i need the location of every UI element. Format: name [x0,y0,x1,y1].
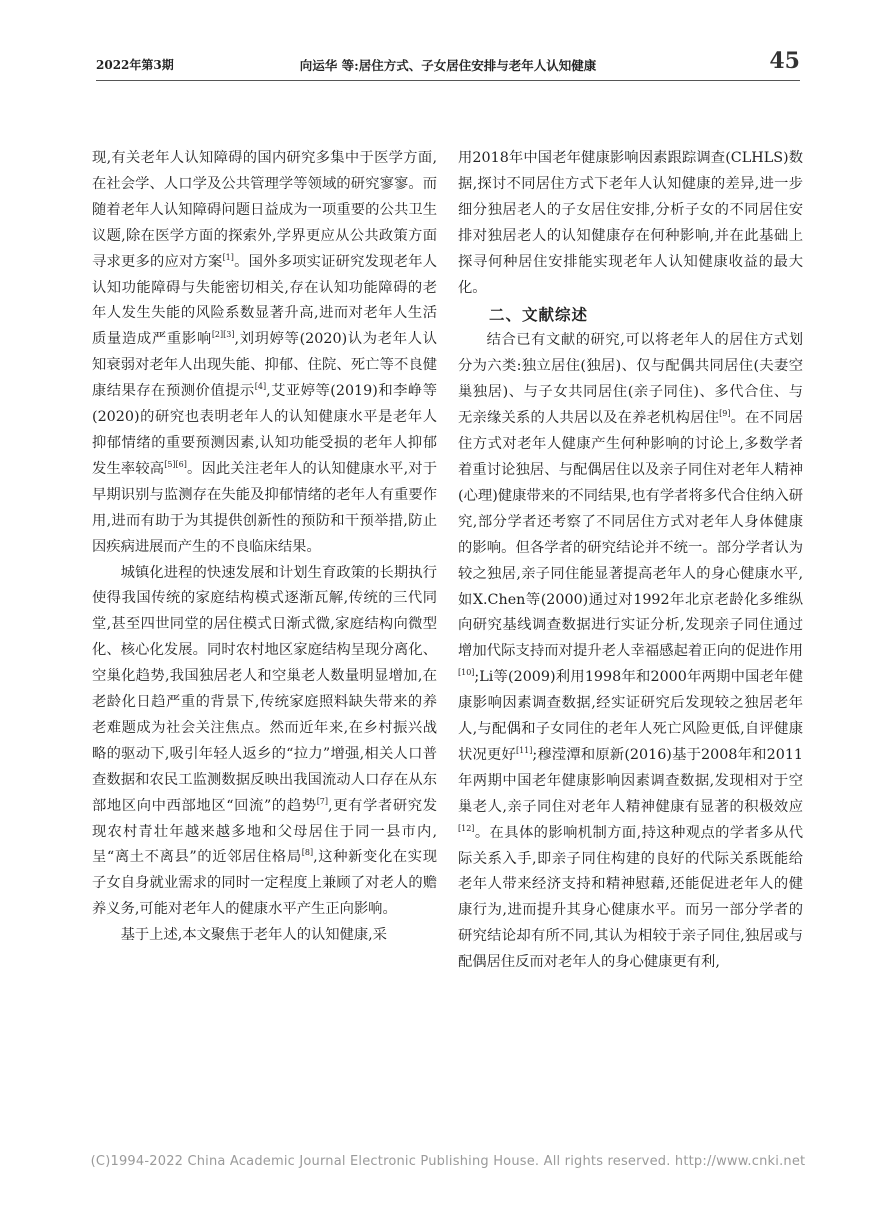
paragraph-text: 。国外多项实证研究发现老年人认知功能障碍与失能密切相关,存在认知功能障碍的老年人发生失能的风险系数显著升高,进而对老年人生活质量造成严重影响 [92,253,437,348]
citation-ref: [10] [458,668,475,678]
paragraph-text: 。在具体的影响机制方面,持这种观点的学者多从代际关系入手,即亲子同住构建的良好的代际关系既能给老年人带来经济支持和精神慰藉,还能促进老年人的健康行为,进而提升其身心健康水平。而另一部分学者的研究结论却有所不同,其认为相较于亲子同住,独居或与配偶居住反而对老年人的身心健康更有利, [458,824,803,971]
citation-ref: [12] [458,823,475,833]
paragraph [92,561,437,924]
paragraph-text: ;Li等(2009)利用1998年和2000年两期中国老年健康影响因素调查数据,经实证研究后发现较之独居老年人,与配偶和子女同住的老年人死亡风险更低,自评健康状况更好 [458,669,803,763]
paragraph-text: ,更有学者研究发现农村青壮年越来越多地和父母居住于同一县市内,呈“离土不离县”的近邻居住格局 [92,797,437,866]
paragraph-text: ,刘玥婷等(2020)认为老年人认知衰弱对老年人出现失能、抑郁、住院、死亡等不良健康结果存在预测价值提示 [92,331,437,400]
paragraph-text: 。在不同居住方式对老年人健康产生何种影响的讨论上,多数学者着重讨论独居、与配偶居住以及亲子同住对老年人精神(心理)健康带来的不同结果,也有学者将多代合住纳入研究,部分学者还考察了不同居住方式对老年人身体健康的影响。但各学者的研究结论并不统一。部分学者认为较之独居,亲子同住能显著提高老年人的身心健康水平,如X.Chen等(2000)通过对1992年北京老龄化多维纵向研究基线调查数据进行实证分析,发现亲子同住通过增加代际支持而对提升老人幸福感起着正向的促进作用 [458,410,804,660]
paragraph-text: ,这种新变化在实现子女自身就业需求的同时一定程度上兼顾了对老人的赡养义务,可能对老年人的健康水平产生正向影响。 [92,849,438,918]
running-title: 向运华 等:居住方式、子女居住安排与老年人认知健康 [299,58,597,73]
right-column-intro [458,146,803,301]
citation-ref: [7] [316,796,329,806]
left-column [92,146,437,949]
paragraph-text: 城镇化进程的快速发展和计划生育政策的长期执行使得我国传统的家庭结构模式逐渐瓦解,传统的三代同堂,甚至四世同堂的居住模式日渐式微,家庭结构向微型化、核心化发展。同时农村地区家庭结构呈现分离化、空巢化趋势,我国独居老人和空巢老人数量明显增加,在老龄化日趋严重的背景下,传统家庭照料缺失带来的养老难题成为社会关注焦点。然而近年来,在乡村振兴战略的驱动下,吸引年轻人返乡的“拉力”增强,相关人口普查数据和农民工监测数据反映出我国流动人口存在从东部地区向中西部地区“回流”的趋势 [92,564,437,814]
paragraph-text: 用2018年中国老年健康影响因素跟踪调查(CLHLS)数据,探讨不同居住方式下老年人认知健康的差异,进一步细分独居老人的子女居住安排,分析子女的不同居住安排对独居老人的认知健康存在何种影响,并在此基础上探寻何种居住安排能实现老年人认知健康收益的最大化。 [458,150,803,296]
paragraph [458,328,803,976]
page-number: 45 [769,48,800,74]
citation-ref: [2][3] [211,330,235,340]
paragraph [458,146,803,301]
paragraph-text: 基于上述,本文聚焦于老年人的认知健康,采 [120,927,388,944]
paragraph-text: 现,有关老年人认知障碍的国内研究多集中于医学方面,在社会学、人口学及公共管理学等领域的研究寥寥。而随着老年人认知障碍问题日益成为一项重要的公共卫生议题,除在医学方面的探索外,学界更应从公共政策方面寻求更多的应对方案 [92,150,437,270]
running-header [96,48,800,81]
paragraph [92,146,437,561]
paragraph-text: 结合已有文献的研究,可以将老年人的居住方式划分为六类:独立居住(独居)、仅与配偶共同居住(夫妻空巢独居)、与子女共同居住(亲子同住)、多代合住、与无亲缘关系的人共居以及在养老机构居住 [458,332,803,427]
citation-ref: [4] [254,382,267,392]
citation-ref: [1] [222,252,234,262]
paragraph-text: ;穆滢潭和原新(2016)基于2008年和2011年两期中国老年健康影响因素调查数据,发现相对于空巢老人,亲子同住对老年人精神健康有显著的积极效应 [458,746,804,815]
paragraph [92,923,437,949]
journal-issue: 2022年第3期 [96,58,174,72]
right-column-body [458,328,803,976]
citation-ref: [9] [719,409,731,419]
paragraph-text: 。因此关注老年人的认知健康水平,对于早期识别与监测存在失能及抑郁情绪的老年人有重要作用,进而有助于为其提供创新性的预防和干预举措,防止因疾病进展而产生的不良临床结果。 [92,460,438,555]
section-heading: 二、文献综述 [489,305,589,325]
paragraph-text: ,艾亚婷等(2019)和李峥等(2020)的研究也表明老年人的认知健康水平是老年人抑郁情绪的重要预测因素,认知功能受损的老年人抑郁发生率较高 [92,383,438,477]
citation-ref: [11] [515,746,533,756]
citation-ref: [8] [301,848,314,858]
right-column [458,146,803,976]
citation-ref: [5][6] [164,460,187,470]
copyright-footer: (C)1994-2022 China Academic Journal Electronic Publishing House. All rights reserved. http://www.cnki.net [90,1154,806,1169]
